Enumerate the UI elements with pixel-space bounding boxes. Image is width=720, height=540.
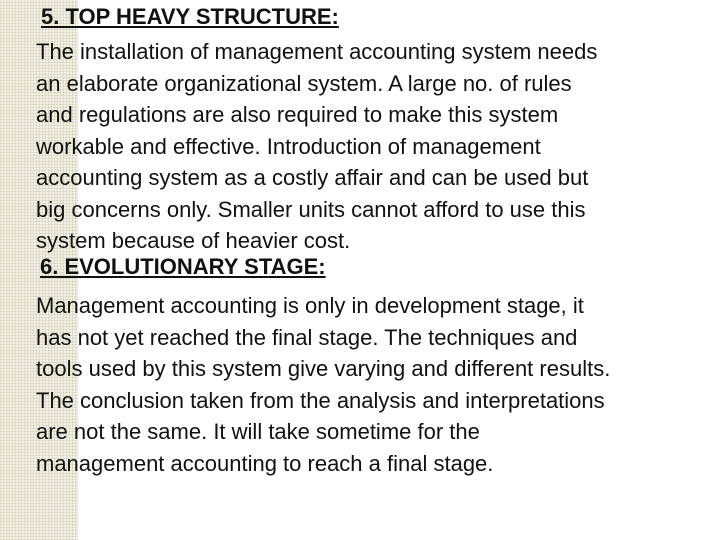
paragraph-line: big concerns only. Smaller units cannot afford to use this xyxy=(36,196,586,222)
paragraph-line: and regulations are also required to make this system xyxy=(36,102,559,127)
paragraph-line: management accounting to reach a final stage. xyxy=(36,450,494,476)
section-6-paragraph xyxy=(36,290,716,479)
paragraph-line: are not the same. It will take sometime for the xyxy=(36,419,480,444)
paragraph-line: accounting system as a costly affair and can be used but xyxy=(36,165,589,190)
paragraph-line: The installation of management accounting system needs xyxy=(36,39,598,64)
paragraph-line: an elaborate organizational system. A large no. of rules xyxy=(36,70,572,96)
section-5-paragraph xyxy=(36,36,716,257)
section-6-heading: 6. EVOLUTIONARY STAGE: xyxy=(40,254,326,279)
section-5-heading: 5. TOP HEAVY STRUCTURE: xyxy=(41,4,339,29)
paragraph-line: workable and effective. Introduction of management xyxy=(36,133,541,159)
paragraph-line: tools used by this system give varying and different results. xyxy=(36,356,611,381)
paragraph-line: Management accounting is only in development stage, it xyxy=(36,293,584,318)
paragraph-line: has not yet reached the final stage. The techniques and xyxy=(36,324,578,350)
paragraph-line: The conclusion taken from the analysis and interpretations xyxy=(36,387,605,413)
paragraph-line: system because of heavier cost. xyxy=(36,228,351,253)
